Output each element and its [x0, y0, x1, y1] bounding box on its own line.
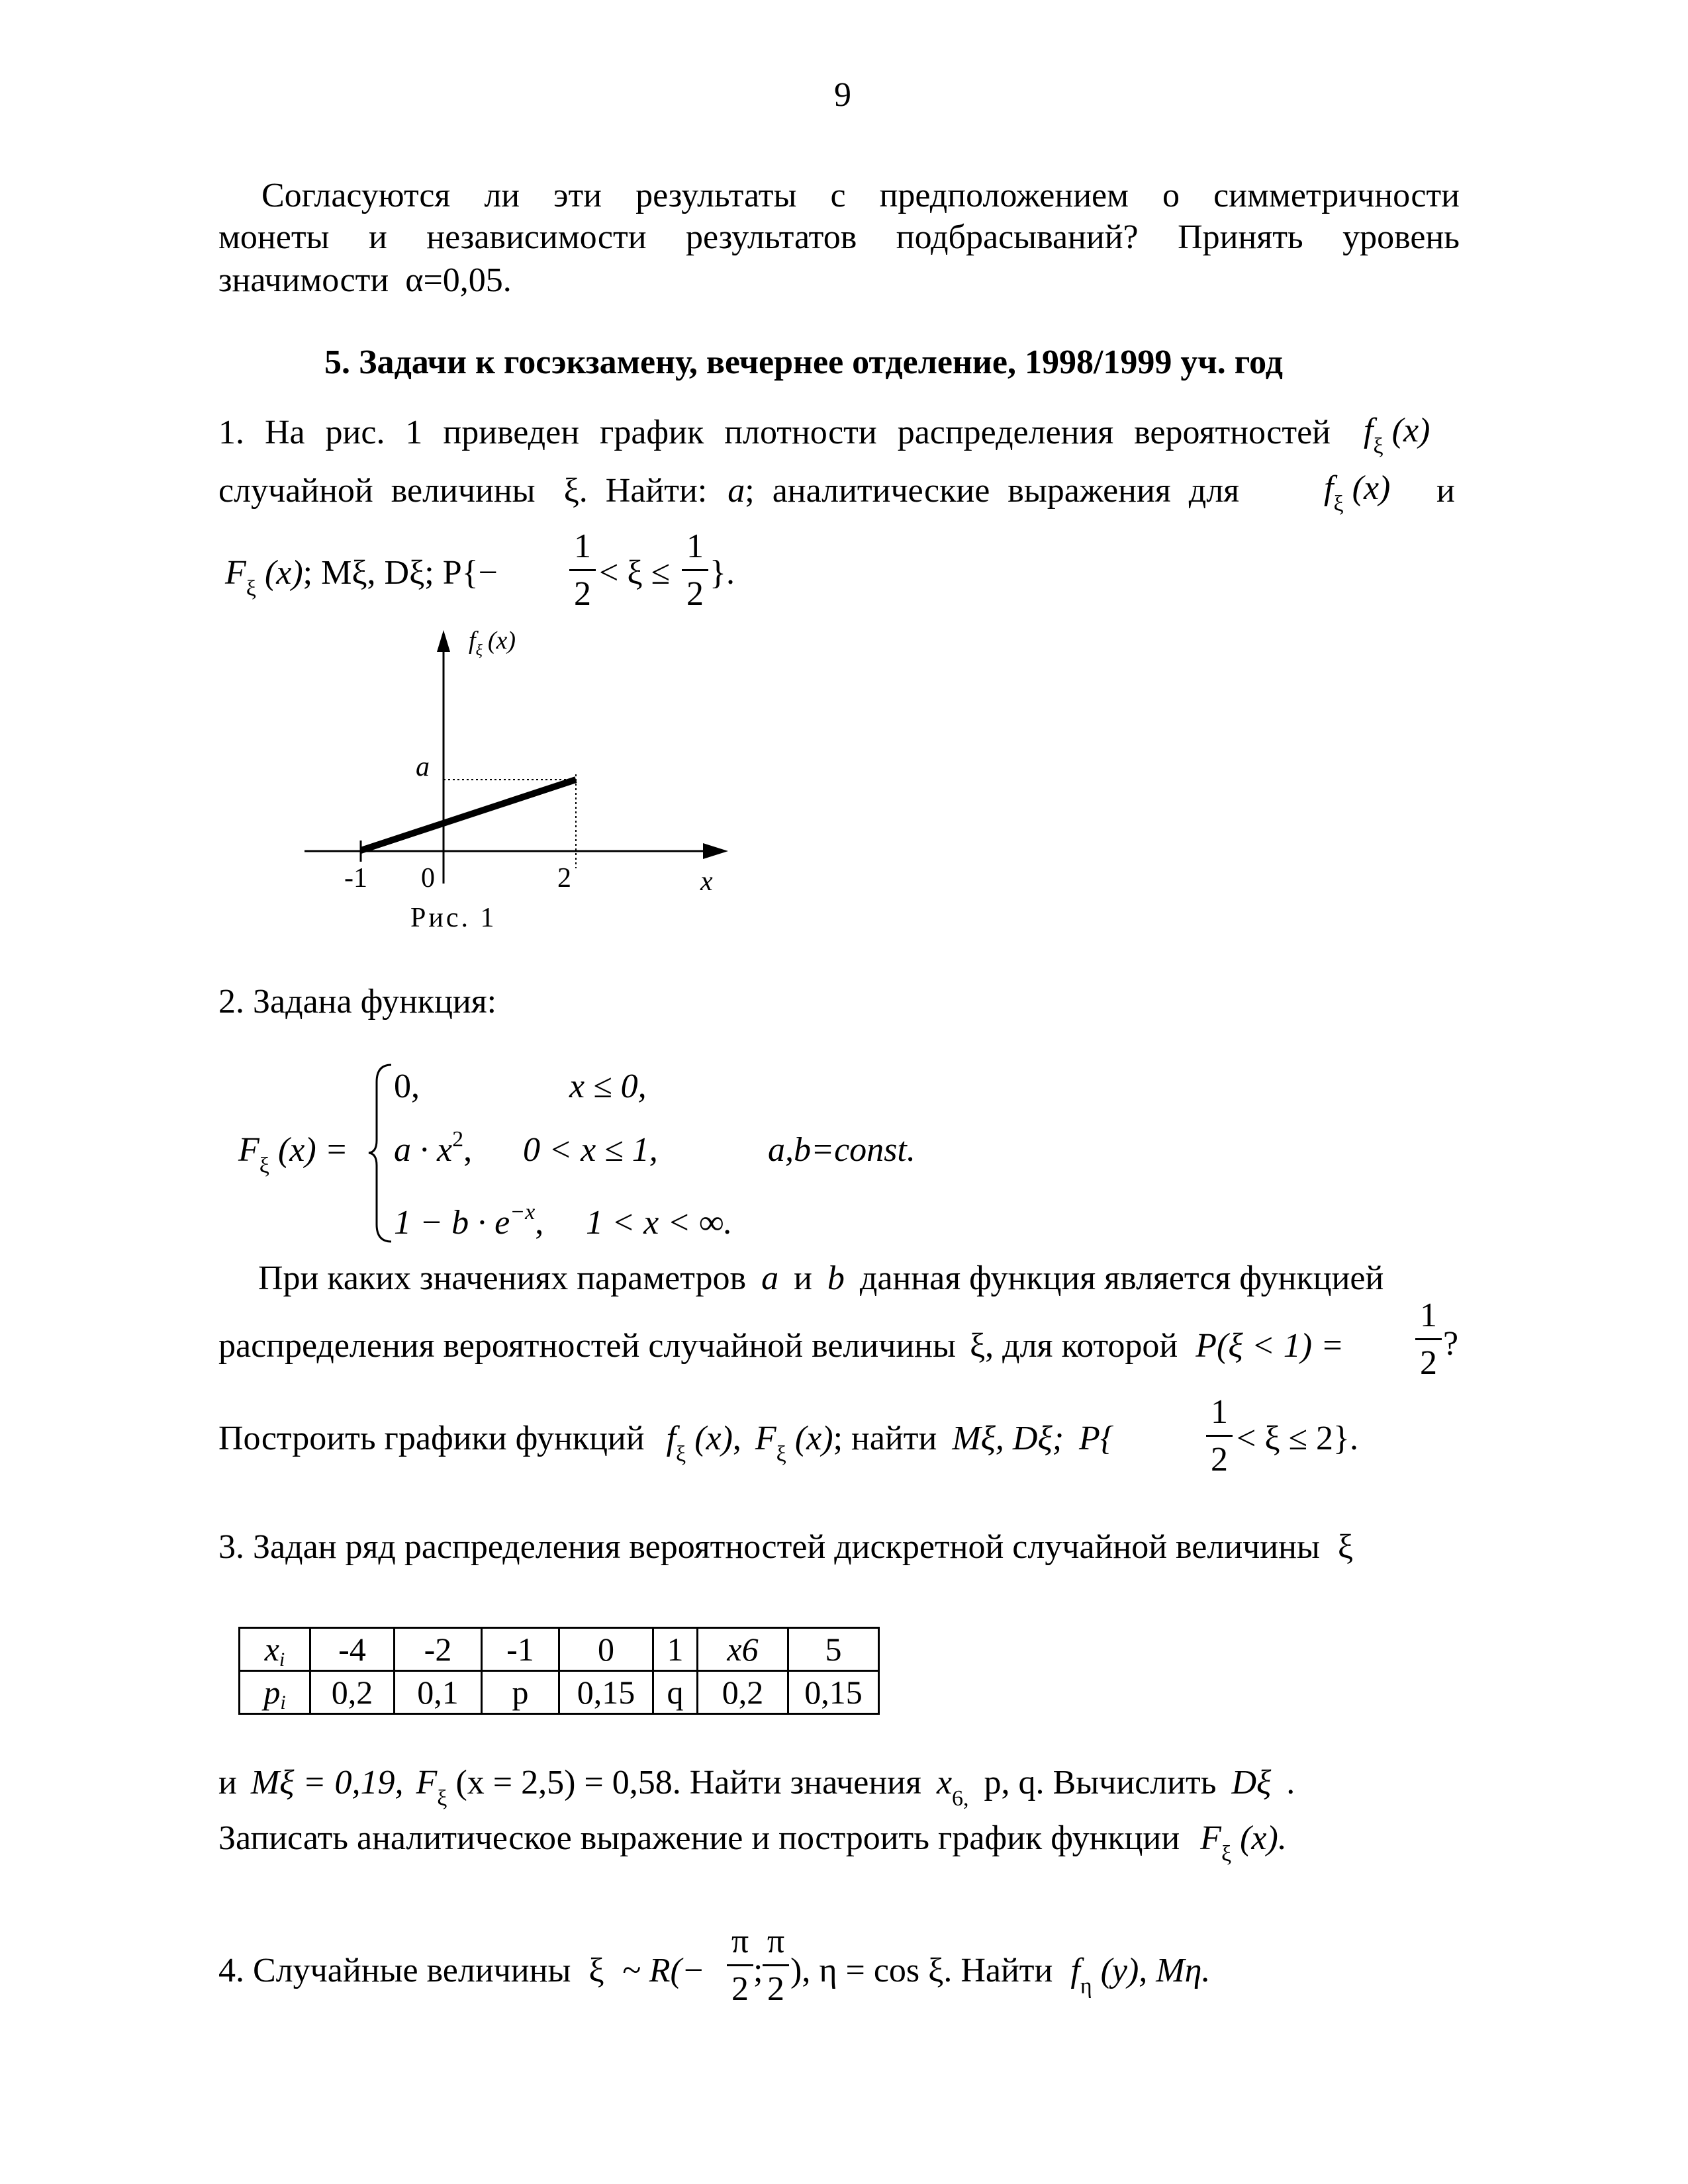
- fraction-bar: [682, 569, 708, 571]
- x-argument: (x): [1352, 469, 1391, 507]
- numerator: 1: [1420, 1297, 1437, 1334]
- f-symbol: f: [666, 1420, 677, 1457]
- x-label: x: [264, 1631, 279, 1668]
- case2-value: [394, 1127, 473, 1169]
- table-cell-x6: x6: [698, 1628, 788, 1671]
- task3-heading-text: 3. Задан ряд распределения вероятностей дискретной случайной величины: [218, 1528, 1320, 1566]
- xi-subscript: ξ: [246, 576, 256, 601]
- table-cell: 0,2: [310, 1671, 395, 1714]
- task1-analytic-text: ; аналитические выражения для: [745, 472, 1240, 510]
- task1-density-symbol: [1364, 412, 1430, 459]
- numerator-pi: π: [767, 1923, 785, 1960]
- case1-value: 0,: [394, 1068, 420, 1105]
- para1-text-b: данная функция является функцией: [859, 1259, 1384, 1297]
- task1-line-2-density: [1324, 469, 1391, 516]
- fraction-bar: [727, 1964, 753, 1966]
- table-cell: 1: [653, 1628, 698, 1671]
- tick-label-minus1: -1: [344, 863, 367, 893]
- numerator: 1: [1211, 1393, 1228, 1431]
- F-symbol: F: [238, 1131, 259, 1169]
- para2-text: распределения вероятностей случайной величины: [218, 1327, 956, 1365]
- xi-subscript: ξ: [259, 1154, 269, 1178]
- period: .: [1286, 1764, 1295, 1801]
- a-label: a: [416, 752, 430, 782]
- a-symbol: a: [761, 1259, 779, 1297]
- xi-symbol: ξ: [969, 1327, 986, 1365]
- para2-text-b: , для которой: [985, 1327, 1178, 1365]
- case3-comma: ,: [535, 1204, 544, 1242]
- f-symbol: f: [1324, 469, 1334, 507]
- task2-heading: 2. Задана функция:: [218, 983, 497, 1021]
- case3-condition: 1 < x < ∞.: [586, 1204, 733, 1242]
- para1-text: При каких значениях параметров: [258, 1259, 747, 1297]
- fraction-bar: [569, 569, 596, 571]
- interval-separator: ;: [753, 1952, 763, 1989]
- x-argument: (x): [1391, 412, 1430, 449]
- case3-value: [394, 1200, 544, 1242]
- table-cell: 0,15: [559, 1671, 653, 1714]
- task3-heading: [218, 1530, 1353, 1565]
- fraction-bar: [763, 1964, 789, 1966]
- piecewise-brace: [367, 1062, 394, 1244]
- x-axis-arrow: [703, 843, 728, 859]
- task3-line-2: [218, 1819, 1287, 1866]
- x-axis-label: x: [700, 866, 713, 897]
- intro-line-1: Согласуются ли эти результаты с предположением о симметричности: [261, 177, 1460, 214]
- fraction-half: [682, 529, 708, 615]
- numerator-pi: π: [731, 1923, 749, 1960]
- constants-note: a,b=const.: [768, 1131, 915, 1169]
- b-symbol: b: [827, 1259, 845, 1297]
- case1-condition: x ≤ 0,: [569, 1068, 647, 1105]
- task4-line: [218, 1954, 705, 1988]
- fraction-bar: [1415, 1338, 1442, 1340]
- case3-expr: 1 − b · e: [394, 1204, 510, 1242]
- denominator: 2: [767, 1970, 784, 2008]
- table-cell: -2: [395, 1628, 482, 1671]
- task2-F-label: [238, 1131, 348, 1178]
- denominator: 2: [686, 575, 704, 613]
- xi-symbol: ξ: [563, 472, 579, 510]
- numerator: 1: [574, 527, 591, 565]
- fraction-neg-half: [569, 529, 596, 615]
- page-number: 9: [834, 76, 851, 114]
- task1-line-2-text: случайной величины: [218, 472, 536, 510]
- F-condition: (x = 2,5) = 0,58. Найти значения: [455, 1764, 921, 1801]
- alpha-symbol: α: [405, 261, 424, 299]
- task1-and: и: [1436, 472, 1455, 510]
- table-cell: 0,1: [395, 1671, 482, 1714]
- table-cell: -1: [482, 1628, 559, 1671]
- alpha-value: =0,05.: [423, 261, 512, 299]
- task3-line-1: [218, 1764, 1295, 1811]
- case2-comma: ,: [463, 1131, 473, 1169]
- f-symbol: f: [1070, 1952, 1080, 1989]
- tick-label-0: 0: [421, 863, 435, 893]
- case2-exponent: 2: [452, 1127, 464, 1152]
- task1-find-text: . Найти:: [579, 472, 708, 510]
- para3-text-b: ; найти: [833, 1420, 937, 1457]
- denominator: 2: [731, 1970, 749, 2008]
- case2-expr: a · x: [394, 1131, 453, 1169]
- task2-P-close: < ξ ≤ 2}.: [1237, 1420, 1359, 1457]
- x6-subscript: 6,: [952, 1786, 969, 1811]
- y-axis-label: $f_\xi$ (x): [469, 627, 516, 659]
- task2-para-line-2: [218, 1329, 1344, 1363]
- denominator: 2: [1211, 1441, 1228, 1479]
- table-cell: q: [653, 1671, 698, 1714]
- task4-prefix: 4. Случайные величины: [218, 1952, 571, 1989]
- variance-symbol: Dξ: [1231, 1764, 1272, 1801]
- figure-caption: Рис. 1: [410, 903, 497, 933]
- fraction-pi-half: [763, 1925, 789, 2011]
- row-label-x: [240, 1628, 310, 1671]
- moments-text: Mξ, Dξ;: [952, 1420, 1064, 1457]
- F-symbol: F: [1200, 1819, 1221, 1857]
- F-symbol: F: [755, 1420, 776, 1457]
- task1-inequality: < ξ ≤: [599, 554, 671, 592]
- table-cell: -4: [310, 1628, 395, 1671]
- task3-line-2-text: Записать аналитическое выражение и построить график функции: [218, 1819, 1180, 1857]
- distribution-text: ~ R(−: [622, 1952, 705, 1989]
- comma: ,: [732, 1420, 741, 1457]
- task4-tail: [790, 1952, 1211, 1999]
- density-line: [361, 780, 576, 850]
- x-argument: (x): [694, 1420, 733, 1457]
- P-open: P{: [1079, 1420, 1114, 1457]
- fraction-half-3: [1206, 1395, 1233, 1481]
- table-row-p: [240, 1671, 879, 1714]
- table-cell: 5: [788, 1628, 879, 1671]
- x-argument: (x): [264, 554, 303, 592]
- case2-condition: 0 < x ≤ 1,: [523, 1131, 658, 1169]
- task1-line-1: 1. На рис. 1 приведен график плотности распределения вероятностей: [218, 414, 1331, 451]
- intro-line-3-text: значимости: [218, 261, 389, 299]
- numerator: 1: [686, 527, 704, 565]
- xi-subscript: ξ: [1373, 434, 1383, 459]
- eta-subscript: η: [1080, 1974, 1092, 1999]
- task1-line-2: [218, 474, 1239, 508]
- fraction-half-2: [1415, 1298, 1442, 1385]
- F-symbol: F: [416, 1764, 438, 1801]
- fraction-bar: [1206, 1435, 1233, 1437]
- p-label: p: [263, 1674, 281, 1711]
- and-text: и: [218, 1764, 237, 1801]
- table-cell: 0,2: [698, 1671, 788, 1714]
- table-cell: 0: [559, 1628, 653, 1671]
- row-label-p: [240, 1671, 310, 1714]
- x-argument: (x).: [1240, 1819, 1287, 1857]
- xi-subscript: ξ: [676, 1442, 686, 1467]
- section-heading: 5. Задачи к госэкзамену, вечернее отделение, 1998/1999 уч. год: [324, 343, 1283, 381]
- table-cell: 0,15: [788, 1671, 879, 1714]
- and-text: и: [794, 1259, 812, 1297]
- task3-compute-text: p, q. Вычислить: [984, 1764, 1217, 1801]
- i-subscript: i: [280, 1692, 286, 1713]
- a-symbol: a: [727, 472, 745, 510]
- xi-subscript: ξ: [437, 1786, 447, 1811]
- case3-exponent: −x: [510, 1200, 536, 1224]
- task2-para-line-3: [218, 1420, 1114, 1467]
- task4-close-text: ), η = cos ξ. Найти: [790, 1952, 1053, 1989]
- mean-value: Mξ = 0,19,: [250, 1764, 404, 1801]
- moments-text: ; Mξ, Dξ; P{−: [303, 554, 498, 592]
- denominator: 2: [1420, 1344, 1437, 1382]
- para3-text: Построить графики функций: [218, 1420, 645, 1457]
- question-mark: ?: [1443, 1325, 1459, 1363]
- xi-subscript: ξ: [776, 1442, 786, 1467]
- intro-line-3: [218, 263, 512, 298]
- F-symbol: F: [225, 554, 246, 592]
- figure-1: [291, 622, 741, 933]
- xi-symbol: ξ: [1337, 1528, 1354, 1566]
- task1-line-3: [225, 554, 498, 601]
- task2-para-line-1: [258, 1261, 1383, 1296]
- fraction-pi-half-neg: [727, 1925, 753, 2011]
- xi-subscript: ξ: [1333, 492, 1344, 516]
- x-argument: (x) =: [277, 1131, 348, 1169]
- task4-tail-text: (y), Mη.: [1100, 1952, 1211, 1989]
- x-argument: (x): [794, 1420, 833, 1457]
- task1-close: }.: [710, 554, 735, 592]
- table-cell: p: [482, 1671, 559, 1714]
- intro-line-2: монеты и независимости результатов подбрасываний? Принять уровень: [218, 218, 1460, 256]
- denominator: 2: [574, 575, 591, 613]
- distribution-table: [238, 1627, 880, 1715]
- x6-symbol: x: [936, 1764, 953, 1801]
- f-symbol: f: [1364, 412, 1374, 449]
- p-less-1: P(ξ < 1) =: [1196, 1327, 1344, 1365]
- i-subscript: i: [279, 1649, 285, 1670]
- xi-symbol: ξ: [588, 1952, 604, 1989]
- table-row-x: [240, 1628, 879, 1671]
- tick-label-2: 2: [557, 863, 571, 893]
- y-axis-arrow: [437, 630, 450, 652]
- xi-subscript: ξ: [1221, 1842, 1232, 1866]
